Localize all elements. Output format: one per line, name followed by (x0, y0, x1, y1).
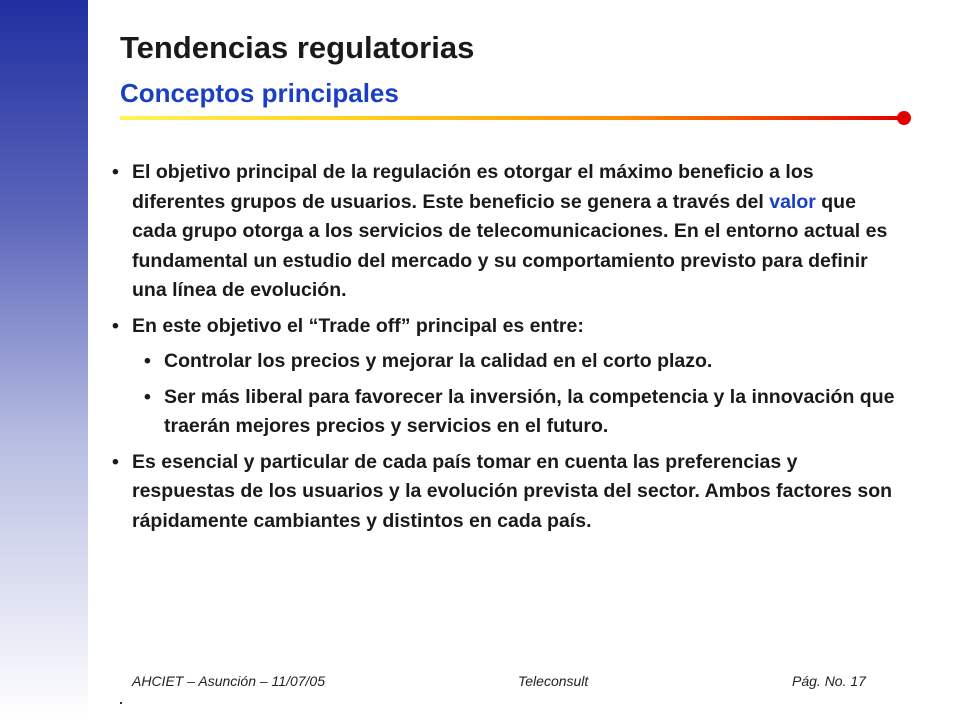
bullet-item (112, 312, 902, 342)
bullet-icon: • (144, 385, 151, 408)
bullet-icon: • (112, 450, 119, 473)
bullet-text: En este objetivo el “Trade off” principal es entre: (132, 314, 584, 337)
bullet-text-part: El objetivo principal de la regulación es otorgar el máximo beneficio a los diferentes grupos de usuarios. Este beneficio se genera a través del (132, 161, 814, 213)
sub-bullet-item (144, 347, 902, 377)
corner-dot (120, 702, 122, 704)
title-divider (120, 116, 904, 120)
slide-title: Tendencias regulatorias (120, 30, 475, 65)
divider-dot (897, 111, 911, 125)
bullet-icon: • (112, 161, 119, 183)
sub-bullet-item (144, 383, 902, 442)
slide-body (112, 158, 902, 542)
footer-event: AHCIET – Asunción – 11/07/05 (132, 673, 325, 689)
bullet-icon: • (112, 314, 119, 337)
footer-page-number: Pág. No. 17 (792, 673, 866, 689)
bullet-text: Es esencial y particular de cada país tomar en cuenta las preferencias y respuestas de los usuarios y la evolución prevista del sector. Ambos factores son rápidamente cambiantes y distintos en cada país. (132, 450, 893, 532)
bullet-icon: • (144, 350, 151, 372)
highlight-word: valor (769, 190, 816, 213)
slide-subtitle: Conceptos principales (120, 78, 399, 108)
slide-sidebar-gradient (0, 0, 88, 720)
footer-company: Teleconsult (518, 673, 589, 689)
bullet-item (112, 448, 902, 537)
sub-bullet-text: Controlar los precios y mejorar la calidad en el corto plazo. (164, 350, 713, 372)
bullet-item (112, 158, 902, 306)
sub-bullet-text: Ser más liberal para favorecer la inversión, la competencia y la innovación que traerán mejores precios y servicios en el futuro. (164, 385, 895, 437)
bullet-text-part: que cada grupo otorga a los servicios de telecomunicaciones. En el entorno actual es fundamental un estudio del mercado y su comportamiento previsto para definir una línea de evolución. (132, 190, 888, 301)
